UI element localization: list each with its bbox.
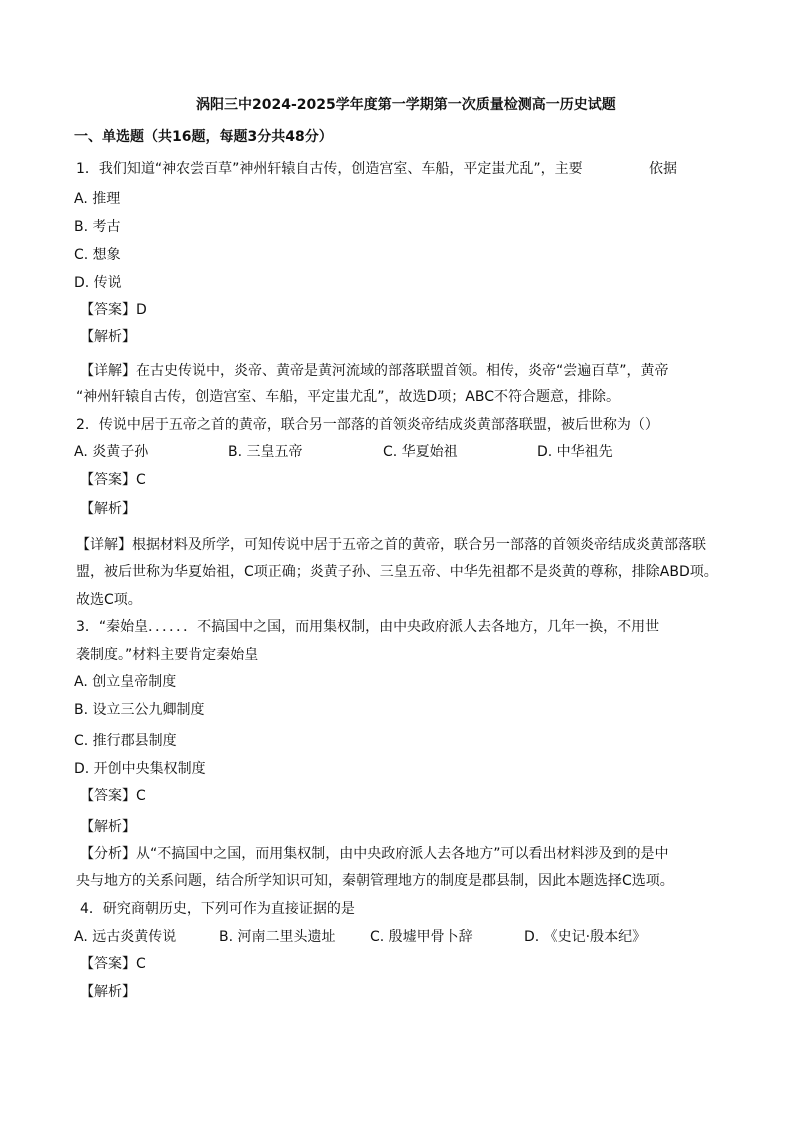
question-2-explanation-line-1 [76, 536, 706, 554]
answer-value: D [136, 302, 147, 318]
question-number: 4． [80, 901, 103, 917]
question-2-option-d: D. 中华祖先 [537, 444, 613, 460]
question-4-option-a: A. 远古炎黄传说 [74, 929, 177, 945]
question-3-option-d: D. 开创中央集权制度 [74, 761, 206, 777]
question-1-stem [76, 160, 583, 178]
question-4-answer [80, 955, 146, 973]
question-1-option-d: D. 传说 [74, 275, 122, 291]
question-1-explanation-line-2: “神州轩辕自古传，创造宫室、车船，平定蚩尤乱”，故选D项；ABC不符合题意，排除。 [76, 389, 620, 405]
answer-label: 【答案】 [80, 302, 136, 318]
question-4-option-b: B. 河南二里头遗址 [219, 929, 336, 945]
question-4-option-c: C. 殷墟甲骨卜辞 [370, 929, 473, 945]
question-number: 1． [76, 161, 99, 177]
question-3-analysis-label: 【解析】 [80, 819, 136, 835]
document-title: 涡阳三中2024-2025学年度第一学期第一次质量检测高一历史试题 [196, 97, 616, 113]
question-text: 我们知道“神农尝百草”神州轩辕自古传，创造宫室、车船，平定蚩尤乱”，主要 [98, 161, 583, 177]
question-3-option-b: B. 设立三公九卿制度 [74, 702, 205, 718]
question-3-stem [76, 618, 659, 636]
explanation-text: 在古史传说中，炎帝、黄帝是黄河流域的部落联盟首领。相传，炎帝“尝遍百草”，黄帝 [136, 363, 669, 379]
explanation-text: 根据材料及所学，可知传说中居于五帝之首的黄帝，联合另一部落的首领炎帝结成炎黄部落联 [132, 537, 706, 553]
question-1-answer [80, 301, 147, 319]
question-2-analysis-label: 【解析】 [80, 501, 136, 517]
answer-value: C [136, 788, 146, 804]
answer-value: C [136, 472, 146, 488]
breakdown-label: 【分析】 [80, 846, 136, 862]
question-text: 研究商朝历史，下列可作为直接证据的是 [102, 901, 355, 917]
question-2-stem [76, 416, 659, 434]
question-4-analysis-label: 【解析】 [80, 984, 136, 1000]
detail-label: 【详解】 [76, 537, 132, 553]
question-1-analysis-label: 【解析】 [80, 329, 136, 345]
answer-label: 【答案】 [80, 956, 136, 972]
section-header: 一、单选题（共16题，每题3分共48分） [74, 129, 333, 145]
answer-value: C [136, 956, 146, 972]
question-2-explanation-line-3: 故选C项。 [76, 592, 142, 608]
question-3-option-c: C. 推行郡县制度 [74, 733, 177, 749]
question-text: “秦始皇．．．．．．不搞国中之国，而用集权制，由中央政府派人去各地方，几年一换，不用世 [98, 619, 660, 635]
question-4-stem [80, 900, 355, 918]
explanation-text: 从“不搞国中之国，而用集权制，由中央政府派人去各地方”可以看出材料涉及到的是中 [136, 846, 669, 862]
question-number: 2． [76, 417, 99, 433]
question-3-answer [80, 787, 146, 805]
question-1-option-b: B. 考古 [74, 219, 121, 235]
question-2-option-a: A. 炎黄子孙 [74, 444, 149, 460]
answer-label: 【答案】 [80, 472, 136, 488]
question-1-option-a: A. 推理 [74, 191, 121, 207]
question-2-explanation-line-2: 盟，被后世称为华夏始祖，C项正确；炎黄子孙、三皇五帝、中华先祖都不是炎黄的尊称，排除ABD项。 [76, 564, 718, 580]
question-2-option-b: B. 三皇五帝 [228, 444, 303, 460]
question-3-option-a: A. 创立皇帝制度 [74, 674, 177, 690]
question-3-explanation-line-1 [80, 845, 669, 863]
question-4-option-d: D. 《史记·殷本纪》 [524, 929, 647, 945]
question-3-explanation-line-2: 央与地方的关系问题，结合所学知识可知，秦朝管理地方的制度是郡县制，因此本题选择C选项。 [76, 873, 674, 889]
question-1-option-c: C. 想象 [74, 247, 121, 263]
detail-label: 【详解】 [80, 363, 136, 379]
question-2-answer [80, 471, 146, 489]
question-3-stem-line-2: 袭制度。”材料主要肯定秦始皇 [76, 647, 259, 663]
question-number: 3． [76, 619, 99, 635]
question-2-option-c: C. 华夏始祖 [383, 444, 458, 460]
question-text: 传说中居于五帝之首的黄帝，联合另一部落的首领炎帝结成炎黄部落联盟，被后世称为（） [98, 417, 659, 433]
answer-label: 【答案】 [80, 788, 136, 804]
question-1-stem-tail: 依据 [649, 161, 677, 177]
question-1-explanation-line-1 [80, 362, 669, 380]
